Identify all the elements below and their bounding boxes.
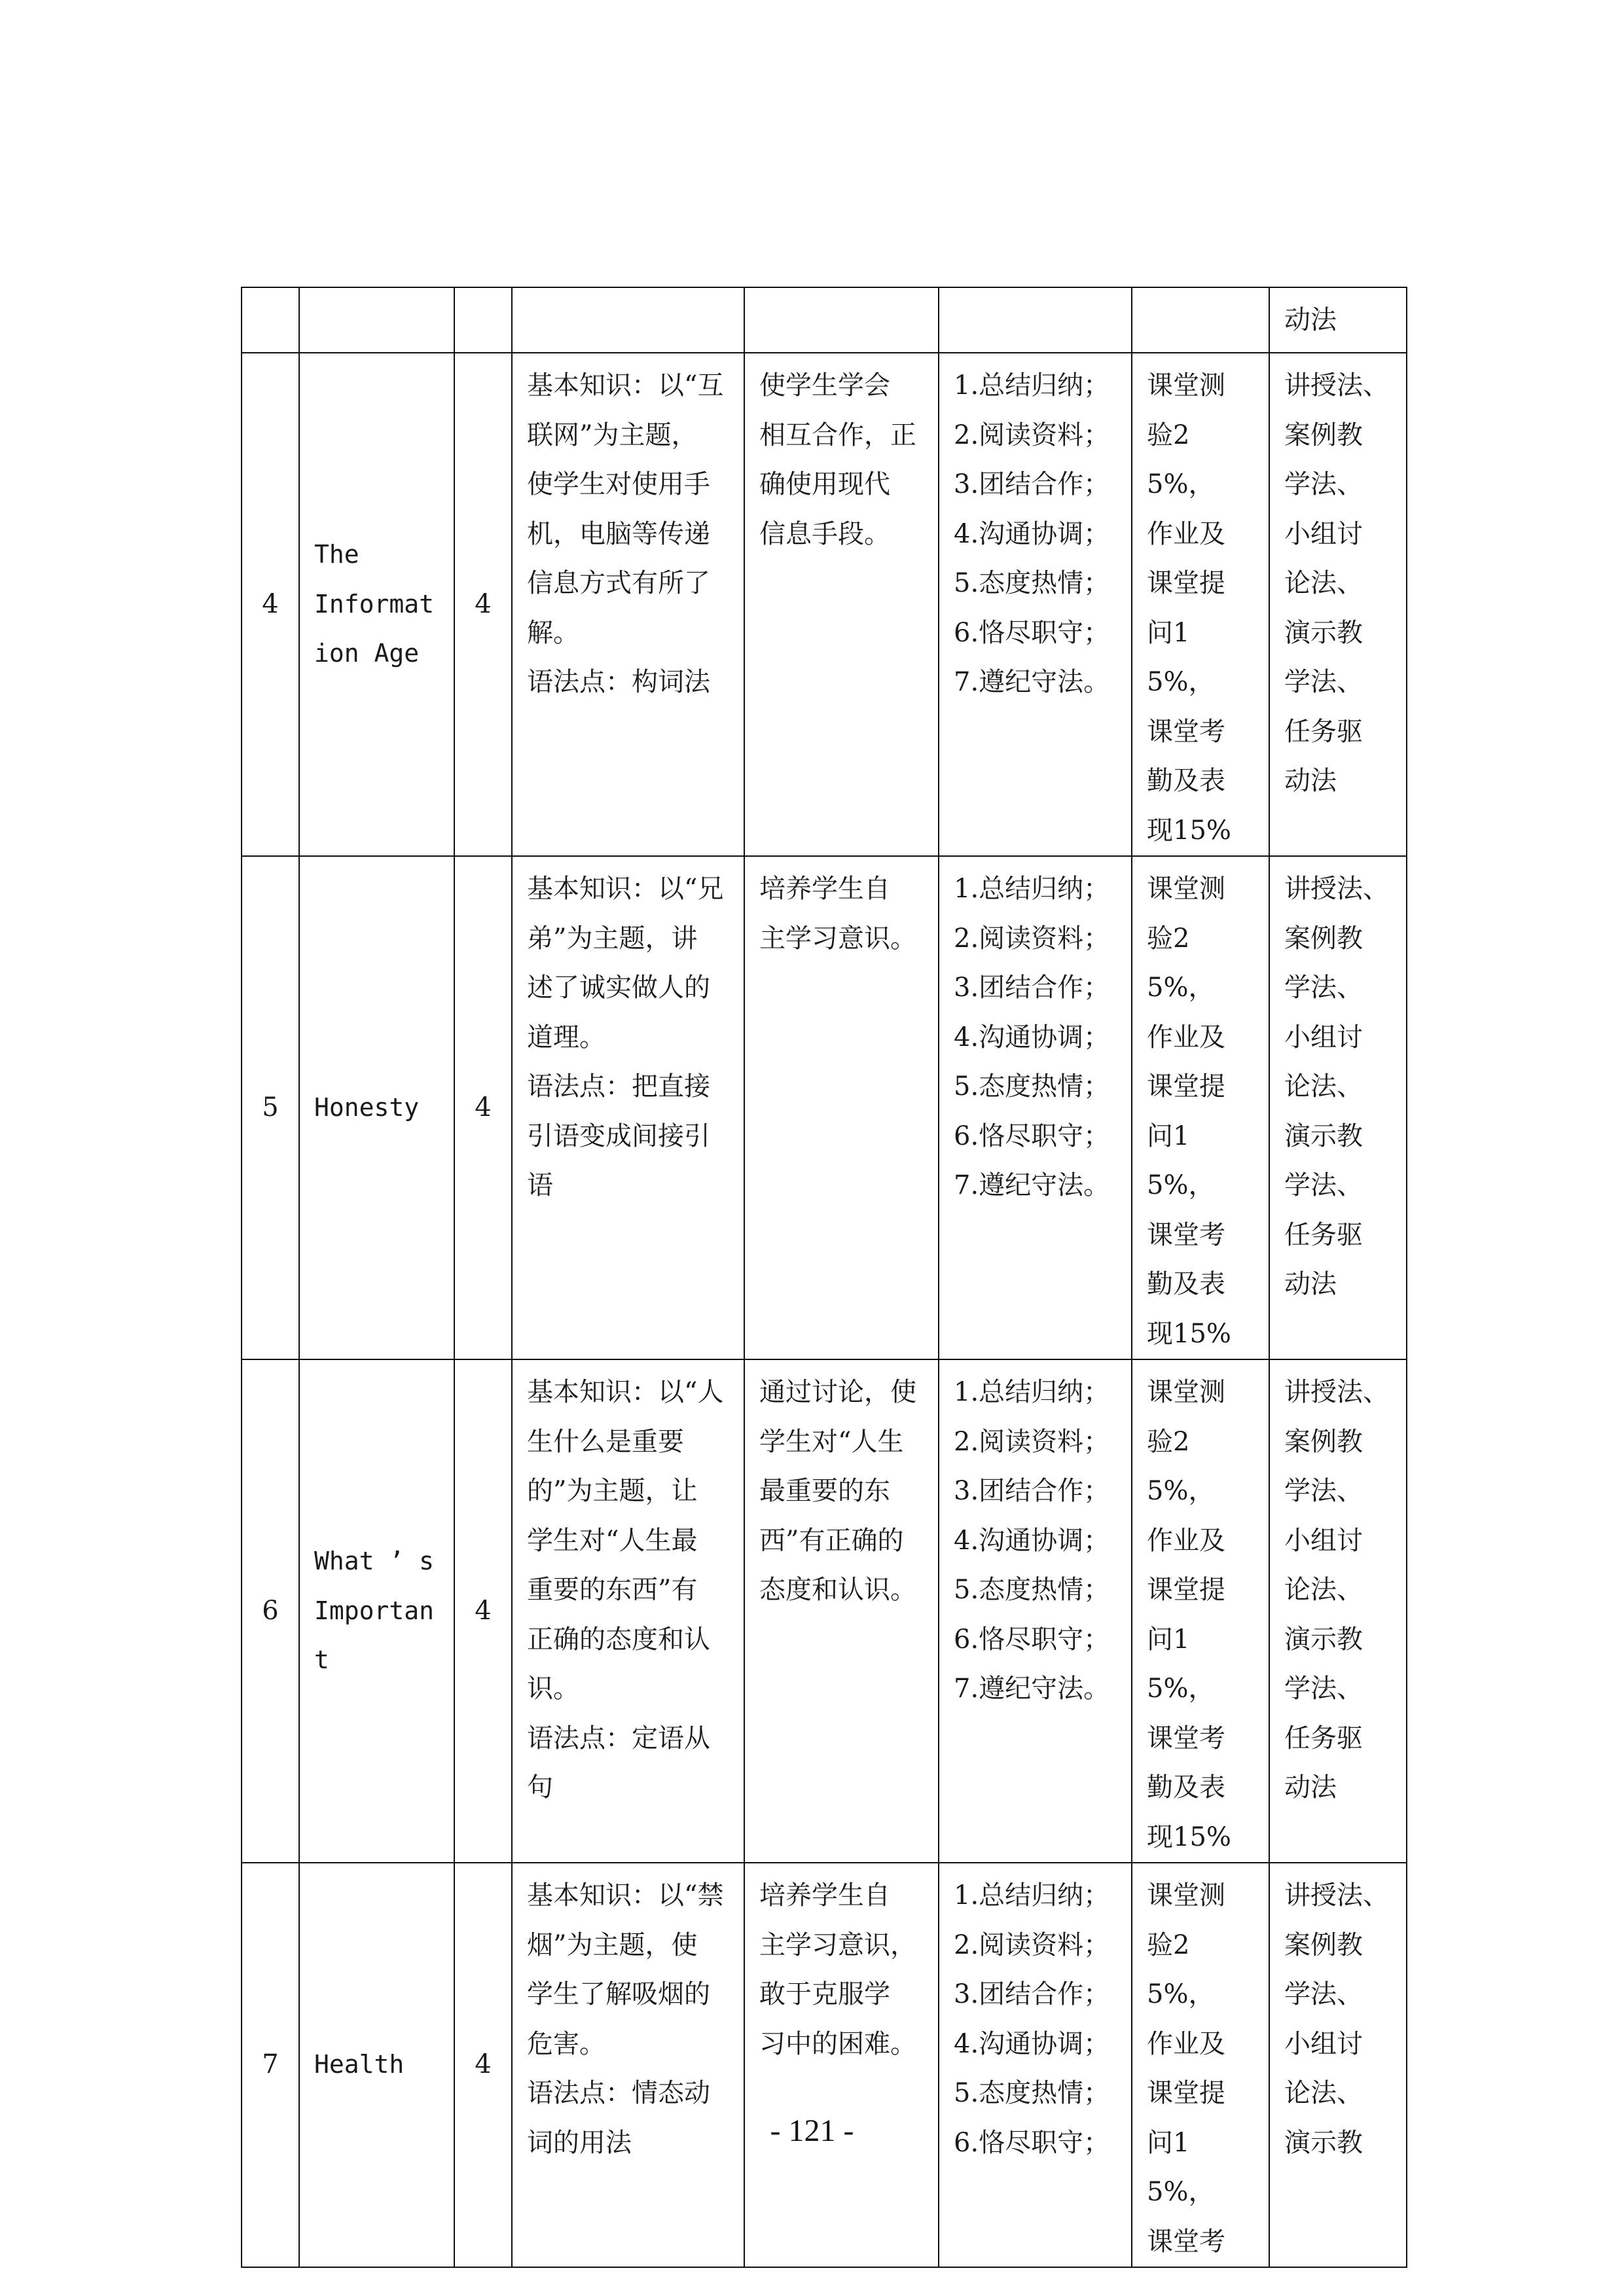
goal-line: 习中的困难。 — [759, 2028, 916, 2059]
assessment-line: 课堂考 — [1147, 1219, 1225, 1250]
assessment-cell — [1132, 1863, 1269, 2267]
method-line: 讲授法、 — [1284, 874, 1389, 904]
quality-cell — [939, 856, 1132, 1359]
seq-number-cell — [242, 1863, 299, 2267]
content-line: 使学生对使用手 — [527, 469, 710, 499]
method-line: 案例教 — [1284, 1929, 1363, 1960]
method-line: 讲授法、 — [1284, 1377, 1389, 1407]
assessment-line: 课堂测 — [1147, 1377, 1225, 1407]
hours-value: 4 — [475, 1595, 492, 1626]
method-line: 学法、 — [1284, 1476, 1363, 1506]
method-line: 任务驱 — [1284, 716, 1363, 747]
goal-line: 西”有正确的 — [759, 1525, 904, 1556]
assessment-line: 现15% — [1147, 1821, 1231, 1852]
content-line: 基本知识：以“兄 — [527, 874, 724, 904]
assessment-line: 课堂测 — [1147, 874, 1225, 904]
content-line: 述了诚实做人的 — [527, 973, 710, 1003]
assessment-line: 课堂提 — [1147, 568, 1225, 598]
method-line: 演示教 — [1284, 2127, 1363, 2158]
quality-line: 7.遵纪守法。 — [954, 1170, 1110, 1200]
assessment-line: 勤及表 — [1147, 766, 1225, 796]
table-row — [242, 1863, 1407, 2267]
content-line: 生什么是重要 — [527, 1426, 684, 1457]
empty-cell — [512, 287, 744, 353]
assessment-line: 验25%， — [1147, 1426, 1215, 1506]
content-line: 识。 — [527, 1674, 579, 1704]
goal-line: 确使用现代 — [759, 469, 890, 499]
goal-cell — [744, 1863, 939, 2267]
goal-line: 使学生学会 — [759, 370, 890, 401]
goal-cell — [744, 1359, 939, 1863]
quality-line: 3.团结合作； — [954, 469, 1110, 499]
assessment-line: 验25%， — [1147, 420, 1215, 499]
unit-title-cell — [299, 1863, 454, 2267]
method-cell — [1269, 353, 1407, 856]
table-row — [242, 856, 1407, 1359]
hours-cell — [454, 856, 512, 1359]
content-line: 词的用法 — [527, 2127, 632, 2158]
quality-cell — [939, 1359, 1132, 1863]
method-line: 任务驱 — [1284, 1723, 1363, 1753]
unit-title-line: ion Age — [314, 639, 420, 668]
quality-line: 2.阅读资料； — [954, 923, 1110, 954]
assessment-line: 现15% — [1147, 815, 1231, 846]
hours-cell — [454, 1359, 512, 1863]
content-line: 基本知识：以“禁 — [527, 1880, 724, 1910]
table-row — [242, 353, 1407, 856]
quality-line: 1.总结归纳； — [954, 1880, 1110, 1910]
method-line: 动法 — [1284, 766, 1337, 796]
method-line: 论法、 — [1284, 1071, 1363, 1102]
hours-value: 4 — [475, 588, 492, 619]
assessment-line: 问15%， — [1147, 617, 1215, 697]
quality-line: 1.总结归纳； — [954, 874, 1110, 904]
content-line: 危害。 — [527, 2028, 605, 2059]
assessment-line: 课堂测 — [1147, 1880, 1225, 1910]
quality-line: 6.恪尽职守； — [954, 1121, 1110, 1151]
assessment-line: 勤及表 — [1147, 1269, 1225, 1299]
method-line: 演示教 — [1284, 617, 1363, 648]
goal-line: 主学习意识， — [759, 1929, 916, 1960]
content-line: 语法点：情态动 — [527, 2078, 710, 2108]
content-cell — [512, 856, 744, 1359]
quality-line: 3.团结合作； — [954, 1979, 1110, 2009]
method-line: 案例教 — [1284, 923, 1363, 954]
method-line: 学法、 — [1284, 469, 1363, 499]
assessment-line: 课堂考 — [1147, 716, 1225, 747]
quality-line: 4.沟通协调； — [954, 1525, 1110, 1556]
method-line: 小组讨 — [1284, 1525, 1363, 1556]
unit-title-line: t — [314, 1645, 329, 1675]
content-line: 引语变成间接引 — [527, 1121, 710, 1151]
content-cell — [512, 1359, 744, 1863]
table-row — [242, 1359, 1407, 1863]
method-line: 小组讨 — [1284, 518, 1363, 549]
assessment-line: 课堂提 — [1147, 1575, 1225, 1605]
hours-value: 4 — [475, 2049, 492, 2080]
empty-cell — [454, 287, 512, 353]
unit-title-cell — [299, 856, 454, 1359]
seq-number-cell — [242, 353, 299, 856]
content-line: 句 — [527, 1772, 553, 1803]
content-line: 学生了解吸烟的 — [527, 1979, 710, 2009]
empty-cell — [1132, 287, 1269, 353]
goal-line: 学生对“人生 — [759, 1426, 904, 1457]
seq-number: 7 — [262, 2049, 279, 2080]
method-line: 案例教 — [1284, 1426, 1363, 1457]
content-line: 弟”为主题，讲 — [527, 923, 698, 954]
content-line: 信息方式有所了 — [527, 568, 710, 598]
quality-line: 4.沟通协调； — [954, 518, 1110, 549]
content-line: 道理。 — [527, 1022, 605, 1052]
goal-line: 培养学生自 — [759, 874, 890, 904]
content-line: 语法点：把直接 — [527, 1071, 710, 1102]
empty-cell — [242, 287, 299, 353]
assessment-line: 作业及 — [1147, 518, 1225, 549]
method-cell — [1269, 856, 1407, 1359]
course-schedule-table — [241, 287, 1407, 2268]
content-line: 学生对“人生最 — [527, 1525, 698, 1556]
method-line: 案例教 — [1284, 420, 1363, 450]
unit-title-line: The — [314, 540, 359, 569]
quality-line: 6.恪尽职守； — [954, 2127, 1110, 2158]
goal-line: 敢于克服学 — [759, 1979, 890, 2009]
quality-line: 2.阅读资料； — [954, 1426, 1110, 1457]
goal-cell — [744, 353, 939, 856]
unit-title-line: What ’ s — [314, 1547, 435, 1576]
method-line: 讲授法、 — [1284, 370, 1389, 401]
quality-line: 3.团结合作； — [954, 973, 1110, 1003]
content-line: 重要的东西”有 — [527, 1575, 698, 1605]
content-line: 语法点：构词法 — [527, 667, 710, 697]
empty-cell — [299, 287, 454, 353]
assessment-cell — [1132, 353, 1269, 856]
content-line: 正确的态度和认 — [527, 1624, 710, 1655]
unit-title-line: Honesty — [314, 1092, 420, 1122]
assessment-cell — [1132, 856, 1269, 1359]
assessment-line: 课堂考 — [1147, 1723, 1225, 1753]
goal-line: 态度和认识。 — [759, 1575, 916, 1605]
unit-title-line: Importan — [314, 1596, 435, 1625]
unit-title-line: Informat — [314, 589, 435, 619]
method-line: 学法、 — [1284, 1979, 1363, 2009]
assessment-line: 验25%， — [1147, 1929, 1215, 2009]
hours-cell — [454, 353, 512, 856]
quality-line: 6.恪尽职守； — [954, 1624, 1110, 1655]
assessment-line: 作业及 — [1147, 1525, 1225, 1556]
quality-line: 4.沟通协调； — [954, 1022, 1110, 1052]
quality-line: 5.态度热情； — [954, 1575, 1110, 1605]
page-number: - 121 - — [770, 2113, 854, 2148]
quality-line: 2.阅读资料； — [954, 1929, 1110, 1960]
assessment-line: 勤及表 — [1147, 1772, 1225, 1803]
quality-cell — [939, 353, 1132, 856]
goal-cell — [744, 856, 939, 1359]
goal-line: 主学习意识。 — [759, 923, 916, 954]
method-line: 演示教 — [1284, 1121, 1363, 1151]
quality-line: 1.总结归纳； — [954, 1377, 1110, 1407]
goal-line: 相互合作，正 — [759, 420, 916, 450]
continuation-row — [242, 287, 1407, 353]
content-line: 的”为主题，让 — [527, 1476, 698, 1506]
seq-number: 5 — [262, 1092, 279, 1122]
assessment-line: 现15% — [1147, 1318, 1231, 1349]
seq-number: 6 — [262, 1595, 279, 1626]
goal-line: 通过讨论，使 — [759, 1377, 916, 1407]
seq-number-cell — [242, 856, 299, 1359]
method-tail-text: 动法 — [1284, 305, 1337, 335]
quality-line: 7.遵纪守法。 — [954, 667, 1110, 697]
content-line: 解。 — [527, 617, 579, 648]
empty-cell — [939, 287, 1132, 353]
method-line: 演示教 — [1284, 1624, 1363, 1655]
empty-cell — [744, 287, 939, 353]
method-line: 学法、 — [1284, 667, 1363, 697]
quality-line: 5.态度热情； — [954, 1071, 1110, 1102]
assessment-line: 作业及 — [1147, 2028, 1225, 2059]
quality-line: 3.团结合作； — [954, 1476, 1110, 1506]
method-line: 讲授法、 — [1284, 1880, 1389, 1910]
goal-line: 最重要的东 — [759, 1476, 890, 1506]
method-line: 动法 — [1284, 1772, 1337, 1803]
quality-line: 1.总结归纳； — [954, 370, 1110, 401]
method-line: 论法、 — [1284, 1575, 1363, 1605]
method-cell — [1269, 1863, 1407, 2267]
assessment-line: 问15%， — [1147, 1121, 1215, 1200]
content-line: 基本知识：以“互 — [527, 370, 724, 401]
content-line: 语法点：定语从 — [527, 1723, 710, 1753]
quality-line: 2.阅读资料； — [954, 420, 1110, 450]
method-line: 论法、 — [1284, 568, 1363, 598]
seq-number: 4 — [262, 588, 279, 619]
quality-line: 6.恪尽职守； — [954, 617, 1110, 648]
quality-line: 7.遵纪守法。 — [954, 1674, 1110, 1704]
quality-line: 5.态度热情； — [954, 568, 1110, 598]
quality-line: 5.态度热情； — [954, 2078, 1110, 2108]
content-cell — [512, 353, 744, 856]
method-line: 学法、 — [1284, 1170, 1363, 1200]
content-line: 联网”为主题， — [527, 420, 698, 450]
quality-cell — [939, 1863, 1132, 2267]
goal-line: 信息手段。 — [759, 518, 890, 549]
assessment-line: 问15%， — [1147, 1624, 1215, 1704]
goal-line: 培养学生自 — [759, 1880, 890, 1910]
method-line: 论法、 — [1284, 2078, 1363, 2108]
content-line: 烟”为主题，使 — [527, 1929, 698, 1960]
quality-line: 4.沟通协调； — [954, 2028, 1110, 2059]
method-line: 任务驱 — [1284, 1219, 1363, 1250]
unit-title-line: Health — [314, 2050, 405, 2079]
method-line: 小组讨 — [1284, 1022, 1363, 1052]
assessment-line: 作业及 — [1147, 1022, 1225, 1052]
method-cell — [1269, 287, 1407, 353]
method-line: 学法、 — [1284, 973, 1363, 1003]
method-line: 小组讨 — [1284, 2028, 1363, 2059]
seq-number-cell — [242, 1359, 299, 1863]
content-line: 基本知识：以“人 — [527, 1377, 724, 1407]
assessment-line: 课堂测 — [1147, 370, 1225, 401]
method-line: 动法 — [1284, 1269, 1337, 1299]
method-line: 学法、 — [1284, 1674, 1363, 1704]
hours-cell — [454, 1863, 512, 2267]
assessment-line: 验25%， — [1147, 923, 1215, 1003]
assessment-line: 课堂考 — [1147, 2226, 1225, 2257]
content-line: 机，电脑等传递 — [527, 518, 710, 549]
assessment-line: 问15%， — [1147, 2127, 1215, 2207]
content-cell — [512, 1863, 744, 2267]
assessment-cell — [1132, 1359, 1269, 1863]
content-line: 语 — [527, 1170, 553, 1200]
method-cell — [1269, 1359, 1407, 1863]
unit-title-cell — [299, 353, 454, 856]
assessment-line: 课堂提 — [1147, 2078, 1225, 2108]
unit-title-cell — [299, 1359, 454, 1863]
assessment-line: 课堂提 — [1147, 1071, 1225, 1102]
hours-value: 4 — [475, 1092, 492, 1122]
